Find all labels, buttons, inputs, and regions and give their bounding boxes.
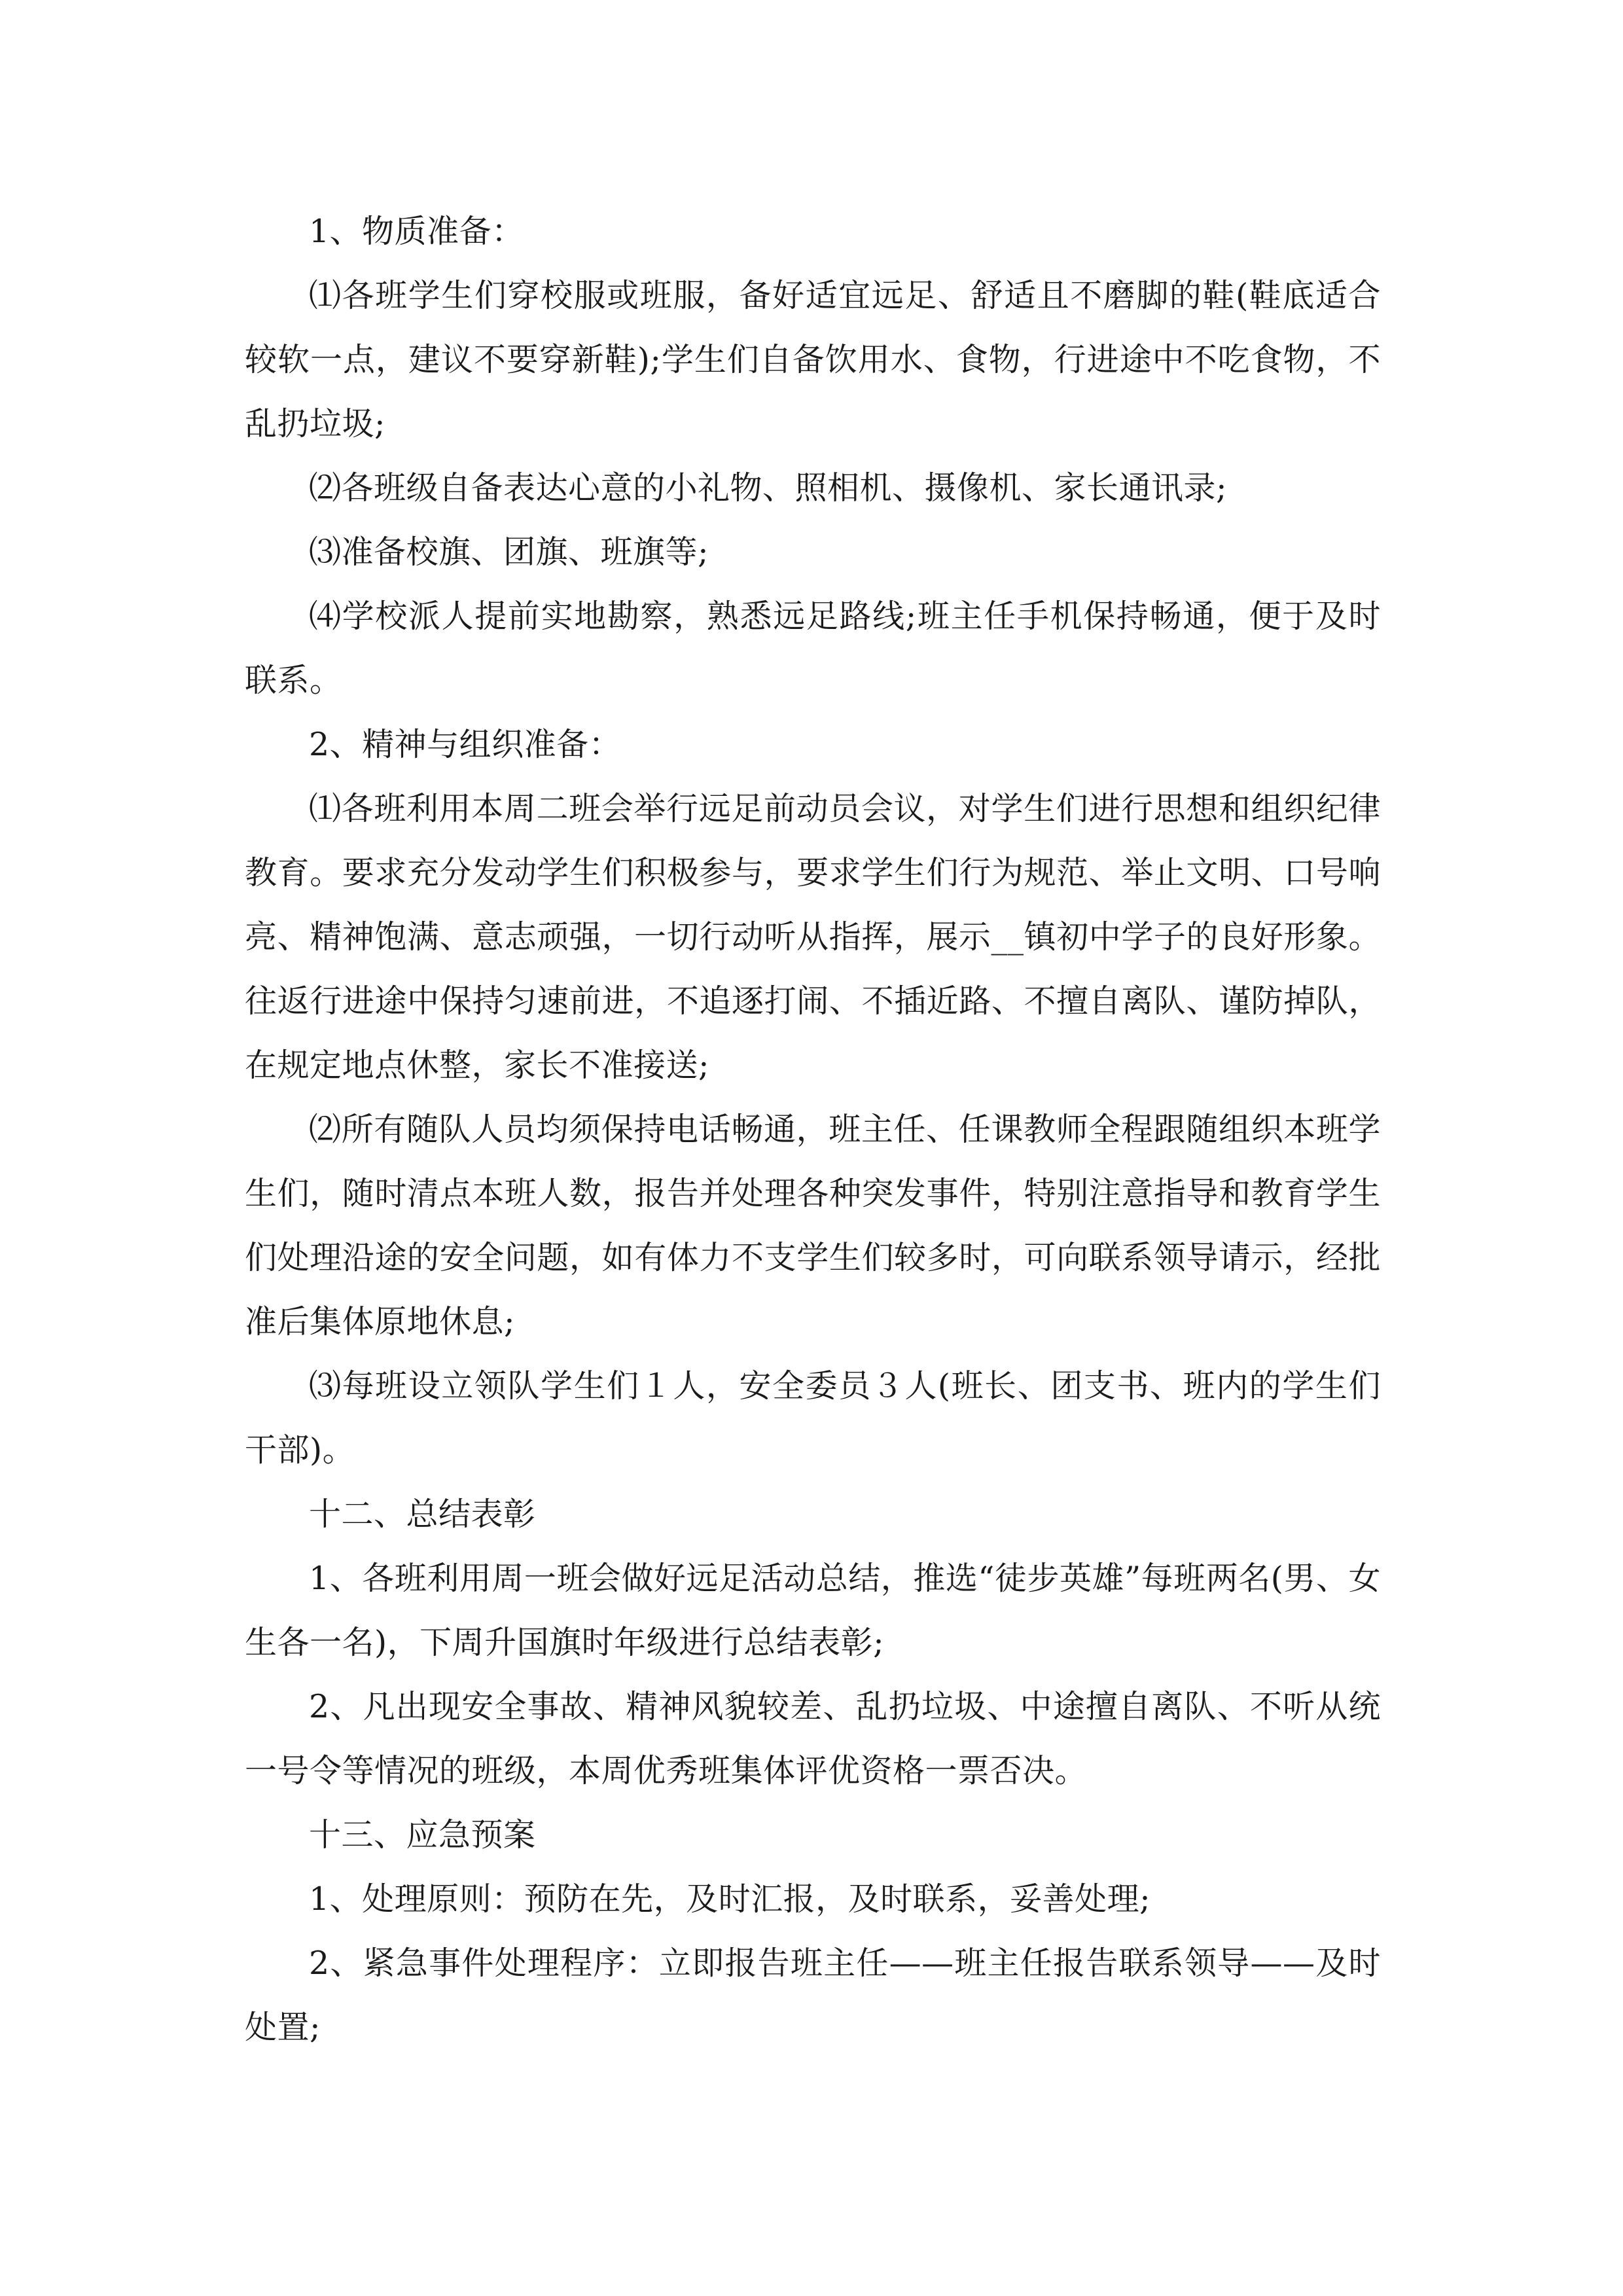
paragraph-material-prep-heading: 1、物质准备： <box>309 213 524 250</box>
paragraph-summary-item-1: 1、各班利用周一班会做好远足活动总结，推选“徒步英雄”每班两名(男、女生各一名)，下周升国旗时年级进行总结表彰; <box>245 1560 1381 1661</box>
section-heading-summary: 十二、总结表彰 <box>309 1496 536 1533</box>
paragraph-organization-item-1: ⑴各班利用本周二班会举行远足前动员会议，对学生们进行思想和组织纪律教育。要求充分发动学生们积极参与，要求学生们行为规范、举止文明、口号响亮、精神饱满、意志顽强，一切行动听从指挥，展示__镇初中学子的良好形象。往返行进途中保持匀速前进，不追逐打闹、不插近路、不擅自离队、谨防掉队，在规定地点休整，家长不准接送; <box>245 790 1381 1084</box>
paragraph-emergency-item-1: 1、处理原则：预防在先，及时汇报，及时联系，妥善处理; <box>309 1880 1151 1918</box>
paragraph-organization-item-3: ⑶每班设立领队学生们１人，安全委员３人(班长、团支书、班内的学生们干部)。 <box>245 1367 1381 1469</box>
paragraph-emergency-item-2: 2、紧急事件处理程序：立即报告班主任——班主任报告联系领导——及时处置; <box>245 1945 1381 2046</box>
document-body <box>245 200 1381 2060</box>
paragraph-material-item-3: ⑶准备校旗、团旗、班旗等; <box>309 533 709 571</box>
paragraph-material-item-2: ⑵各班级自备表达心意的小礼物、照相机、摄像机、家长通讯录; <box>309 469 1228 507</box>
paragraph-organization-prep-heading: 2、精神与组织准备： <box>309 726 622 763</box>
section-heading-emergency: 十三、应急预案 <box>309 1816 536 1854</box>
paragraph-organization-item-2: ⑵所有随队人员均须保持电话畅通，班主任、任课教师全程跟随组织本班学生们，随时清点本班人数，报告并处理各种突发事件，特别注意指导和教育学生们处理沿途的安全问题，如有体力不支学生们较多时，可向联系领导请示，经批准后集体原地休息; <box>245 1111 1381 1340</box>
paragraph-summary-item-2: 2、凡出现安全事故、精神风貌较差、乱扔垃圾、中途擅自离队、不听从统一号令等情况的班级，本周优秀班集体评优资格一票否决。 <box>245 1688 1381 1789</box>
paragraph-material-item-1: ⑴各班学生们穿校服或班服，备好适宜远足、舒适且不磨脚的鞋(鞋底适合较软一点，建议不要穿新鞋);学生们自备饮用水、食物，行进途中不吃食物，不乱扔垃圾; <box>245 277 1381 442</box>
paragraph-material-item-4: ⑷学校派人提前实地勘察，熟悉远足路线;班主任手机保持畅通，便于及时联系。 <box>245 598 1381 699</box>
